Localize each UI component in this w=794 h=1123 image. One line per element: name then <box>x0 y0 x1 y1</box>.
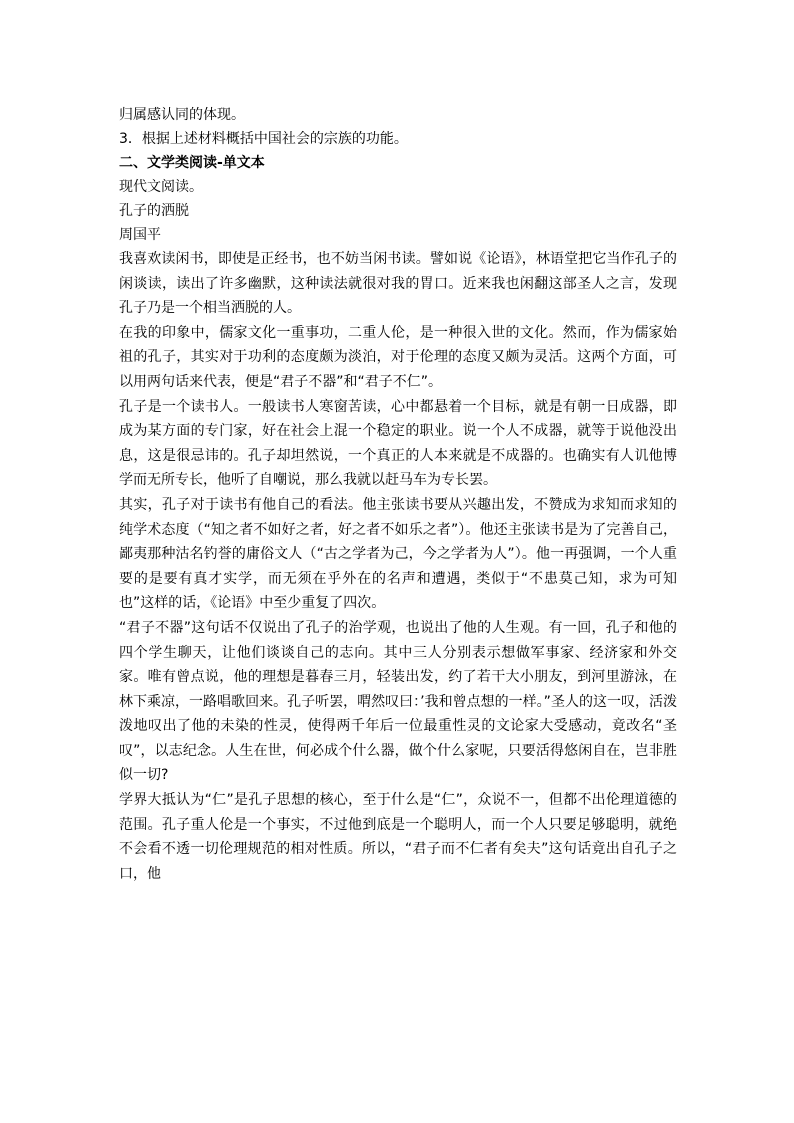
text-line: 归属感认同的体现。 <box>119 107 245 123</box>
paragraph: 其实，孔子对于读书有他自己的看法。他主张读书要从兴趣出发，不赞成为求知而求知的纯学术态度（“知之者不如好之者，好之者不如乐之者”）。他还主张读书是为了完善自己，鄙夷那种沽名钓誉的庸俗文人（“古之学者为己，今之学者为人”）。他一再强调，一个人重要的是要有真才实学，而无须在乎外在的名声和遭遇，类似于“不患莫己知，求为可知也”这样的话，《论语》中至少重复了四次。 <box>119 496 677 612</box>
question-3: 3．根据上述材料概括中国社会的宗族的功能。 <box>119 131 408 147</box>
article-title: 孔子的洒脱 <box>119 203 189 219</box>
paragraph: 我喜欢读闲书，即使是正经书，也不妨当闲书读。譬如说《论语》，林语堂把它当作孔子的闲谈读，读出了许多幽默，这种读法就很对我的胃口。近来我也闲翻这部圣人之言，发现孔子乃是一个相当洒脱的人。 <box>119 251 677 317</box>
paragraph: “君子不器”这句话不仅说出了孔子的治学观，也说出了他的人生观。有一回，孔子和他的四个学生聊天，让他们谈谈自己的志向。其中三人分别表示想做军事家、经济家和外交家。唯有曾点说，他的理想是暮春三月，轻装出发，约了若干大小朋友，到河里游泳，在林下乘凉，一路唱歌回来。孔子听罢，喟然叹曰：’我和曾点想的一样。”圣人的这一叹，活泼泼地叹出了他的未染的性灵，使得两千年后一位最重性灵的文论家大受感动，竟改名“圣叹”，以志纪念。人生在世，何必成个什么器，做个什么家呢，只要活得悠闲自在，岂非胜似一切? <box>119 619 677 784</box>
article-author: 周国平 <box>119 227 161 243</box>
document-page <box>119 103 677 886</box>
paragraph: 学界大抵认为“仁”是孔子思想的核心，至于什么是“仁”，众说不一，但都不出伦理道德的范围。孔子重人伦是一个事实，不过他到底是一个聪明人，而一个人只要足够聪明，就绝不会看不透一切伦理规范的相对性质。所以，“君子而不仁者有矣夫”这句话竟出自孔子之口，他 <box>119 792 677 882</box>
section-heading: 二、文学类阅读-单文本 <box>119 155 265 171</box>
paragraph: 孔子是一个读书人。一般读书人寒窗苦读，心中都悬着一个目标，就是有朝一日成器，即成为某方面的专门家，好在社会上混一个稳定的职业。说一个人不成器，就等于说他没出息，这是很忌讳的。孔子却坦然说，一个真正的人本来就是不成器的。也确实有人讥他博学而无所专长，他听了自嘲说，那么我就以赶马车为专长罢。 <box>119 398 677 489</box>
paragraph: 在我的印象中，儒家文化一重事功，二重人伦，是一种很入世的文化。然而，作为儒家始祖的孔子，其实对于功利的态度颇为淡泊，对于伦理的态度又颇为灵活。这两个方面，可以用两句话来代表，便是“君子不器”和“君子不仁”。 <box>119 324 677 390</box>
section-instruction: 现代文阅读。 <box>119 179 203 195</box>
